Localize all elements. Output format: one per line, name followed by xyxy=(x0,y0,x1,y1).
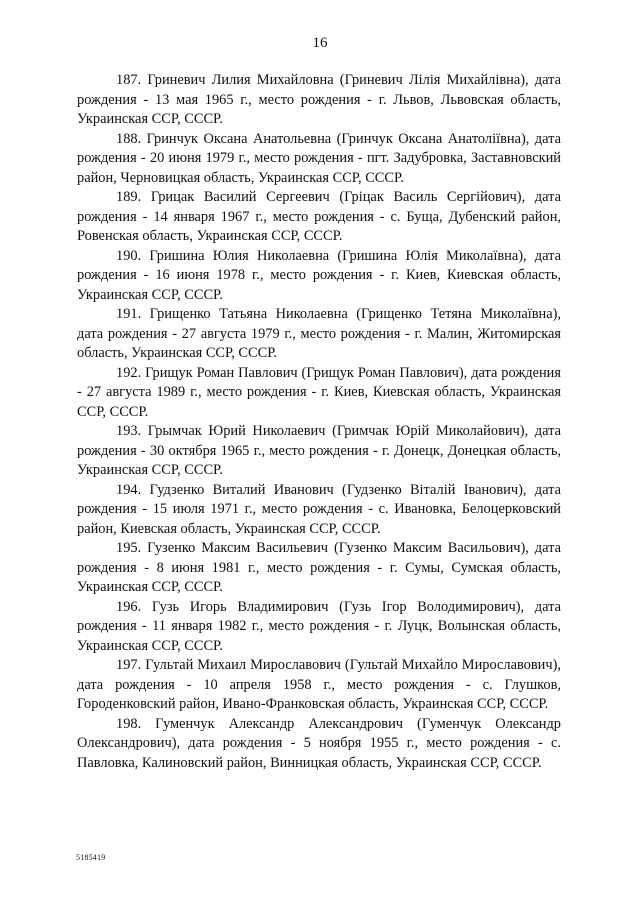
list-item: 190. Гришина Юлия Николаевна (Гришина Юлія Миколаївна), дата рождения - 16 июня 1978 г., место рождения - г. Киев, Киевская область, Украинская ССР, СССР. xyxy=(77,247,561,303)
list-item: 193. Грымчак Юрий Николаевич (Гримчак Юрій Миколайович), дата рождения - 30 октября 1965 г., место рождения - г. Донецк, Донецкая область, Украинская ССР, СССР. xyxy=(77,423,561,478)
document-code: 5185419 xyxy=(76,853,106,862)
list-item: 194. Гудзенко Виталий Иванович (Гудзенко Віталій Іванович), дата рождения - 15 июля 1971 г., место рождения - с. Ивановка, Белоцерковский район, Киевская область, Украинская ССР, СССР. xyxy=(77,481,561,537)
list-item: 187. Гриневич Лилия Михайловна (Гриневич Лілія Михайлівна), дата рождения - 13 мая 1965 г., место рождения - г. Львов, Львовская область, Украинская ССР, СССР. xyxy=(77,72,561,127)
entry-list xyxy=(77,71,561,773)
list-item: 192. Грищук Роман Павлович (Грищук Роман Павлович), дата рождения - 27 августа 1989 г., место рождения - г. Киев, Киевская область, Украинская ССР, СССР. xyxy=(77,364,561,420)
page-number: 16 xyxy=(312,35,328,51)
list-item: 198. Гуменчук Александр Александрович (Гуменчук Олександр Олександрович), дата рождения - 5 ноября 1955 г., место рождения - с. Павловка, Калиновский район, Винницкая область, Украинская ССР, СССР. xyxy=(77,715,561,771)
list-item: 188. Гринчук Оксана Анатольевна (Гринчук Оксана Анатоліївна), дата рождения - 20 июня 1979 г., место рождения - пгт. Задубровка, Заставновский район, Черновицкая область, Украинская ССР, СССР. xyxy=(77,130,561,186)
list-item: 191. Грищенко Татьяна Николаевна (Грищенко Тетяна Миколаївна), дата рождения - 27 августа 1979 г., место рождения - г. Малин, Житомирская область, Украинская ССР, СССР. xyxy=(77,306,561,361)
list-item: 195. Гузенко Максим Васильевич (Гузенко Максим Васильович), дата рождения - 8 июня 1981 г., место рождения - г. Сумы, Сумская область, Украинская ССР, СССР. xyxy=(77,540,561,595)
list-item: 189. Грицак Василий Сергеевич (Грiцак Василь Сергiйович), дата рождения - 14 января 1967 г., место рождения - с. Буща, Дубенский район, Ровенская область, Украинская ССР, СССР. xyxy=(77,189,561,244)
list-item: 197. Гультай Михаил Мирославович (Гультай Михайло Мирославович), дата рождения - 10 апреля 1958 г., место рождения - с. Глушков, Городенковский район, Ивано-Франковская область, Украинская ССР, СССР. xyxy=(77,657,561,712)
list-item: 196. Гузь Игорь Владимирович (Гузь Ігор Володимирович), дата рождения - 11 января 1982 г., место рождения - г. Луцк, Волынская область, Украинская ССР, СССР. xyxy=(77,598,561,654)
